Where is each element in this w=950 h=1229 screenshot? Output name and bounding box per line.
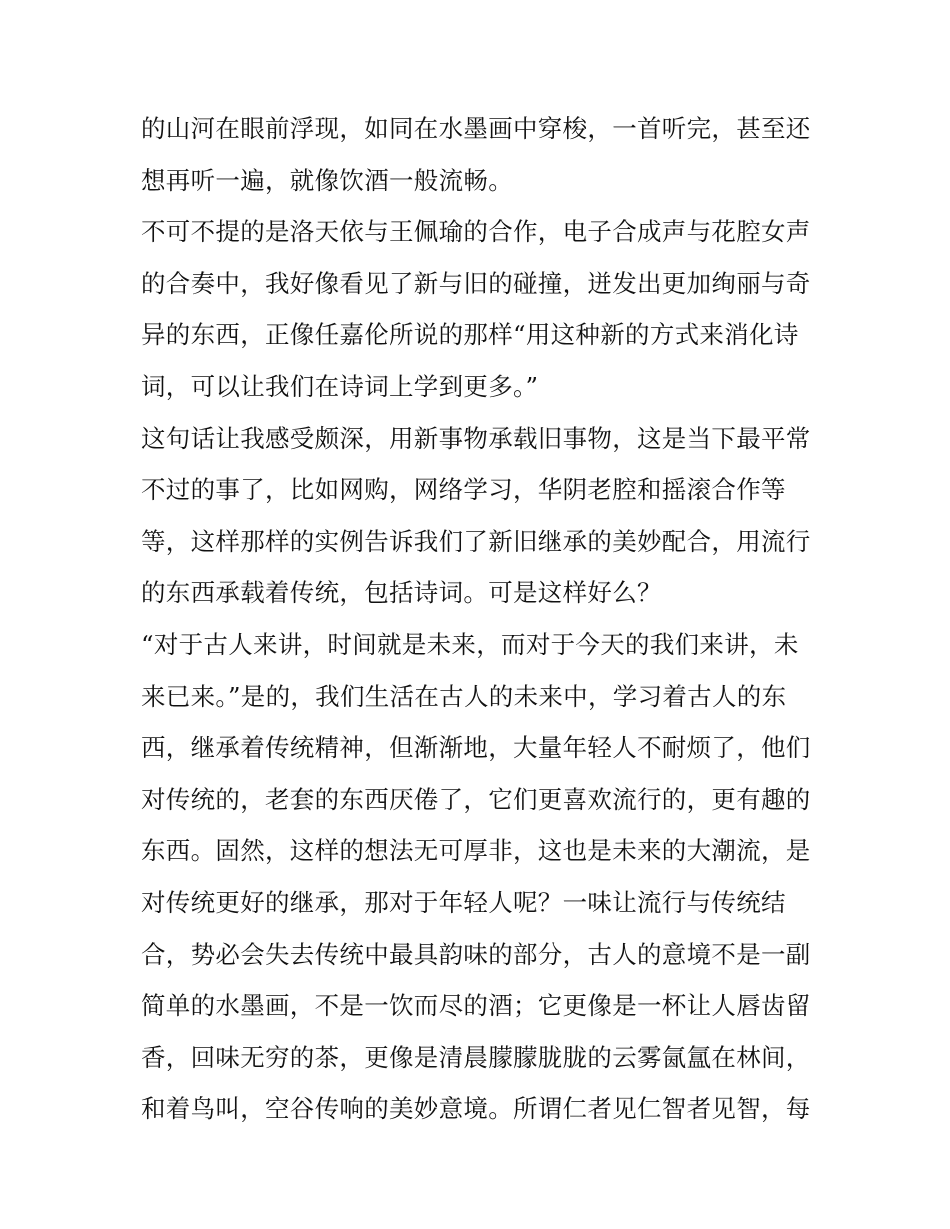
text-line: 不可不提的是洛天依与王佩瑜的合作，电子合成声与花腔女声 [141, 217, 811, 247]
body-text [141, 103, 821, 1135]
text-line: 等，这样那样的实例告诉我们了新旧继承的美妙配合，用流行 [141, 526, 811, 556]
text-line: 对传统更好的继承，那对于年轻人呢？一味让流行与传统结 [141, 887, 786, 917]
text-line: 香，回味无穷的茶，更像是清晨朦朦胧胧的云雾氤氲在林间， [141, 1042, 811, 1072]
text-line: 东西。固然，这样的想法无可厚非，这也是未来的大潮流，是 [141, 836, 811, 866]
text-line: 不过的事了，比如网购，网络学习，华阴老腔和摇滚合作等 [141, 475, 786, 505]
text-line: 来已来。”是的，我们生活在古人的未来中，学习着古人的东 [141, 681, 787, 711]
text-line: 简单的水墨画，不是一饮而尽的酒；它更像是一杯让人唇齿留 [141, 991, 811, 1021]
text-line: “对于古人来讲，时间就是未来，而对于今天的我们来讲，未 [141, 629, 799, 659]
text-line: 异的东西，正像任嘉伦所说的那样“用这种新的方式来消化诗 [141, 320, 799, 350]
text-line: 词，可以让我们在诗词上学到更多。” [141, 371, 539, 401]
text-line: 想再听一遍，就像饮酒一般流畅。 [141, 165, 513, 195]
text-line: 的山河在眼前浮现，如同在水墨画中穿梭，一首听完，甚至还 [141, 114, 811, 143]
text-line: 的合奏中，我好像看见了新与旧的碰撞，迸发出更加绚丽与奇 [141, 268, 811, 298]
text-line: 西，继承着传统精神，但渐渐地，大量年轻人不耐烦了，他们 [141, 733, 811, 763]
text-line: 对传统的，老套的东西厌倦了，它们更喜欢流行的，更有趣的 [141, 784, 811, 814]
text-line: 合，势必会失去传统中最具韵味的部分，古人的意境不是一副 [141, 939, 811, 969]
text-line: 和着鸟叫，空谷传响的美妙意境。所谓仁者见仁智者见智，每 [141, 1094, 811, 1124]
text-line: 的东西承载着传统，包括诗词。可是这样好么？ [141, 578, 662, 608]
text-line: 这句话让我感受颇深，用新事物承载旧事物，这是当下最平常 [141, 423, 811, 453]
